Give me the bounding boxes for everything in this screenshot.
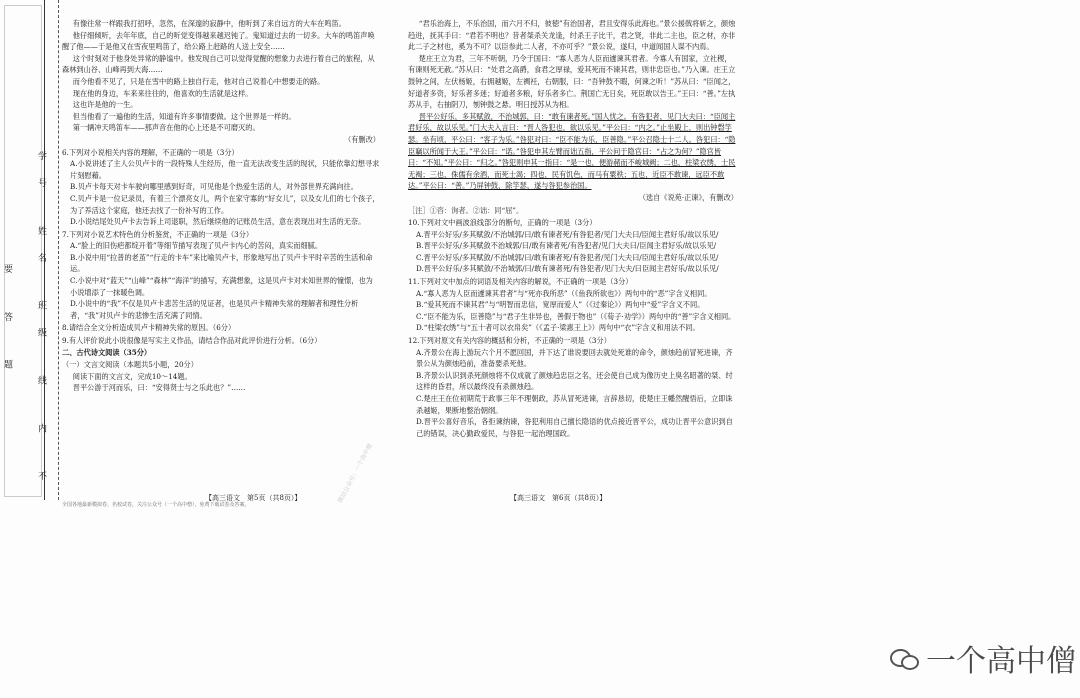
question-7: 7.下列对小说艺术特色的分析鉴赏，不正确的一项是（3分） bbox=[62, 229, 254, 239]
right-page bbox=[408, 18, 738, 488]
bottom-note: 全国各地最新模拟卷、名校试卷，关注公众号（一个高中僧），免费下载试卷及答案。 bbox=[62, 502, 250, 508]
subsection-heading: （一）文言文阅读（本题共5小题，20分） bbox=[62, 360, 198, 370]
reading-prompt: 阅读下面的文言文，完成10～14题。 bbox=[72, 371, 192, 381]
option-b: B.小说中用“拉普的老茧”“行走的卡车”来比喻贝卢卡，形象地写出了贝卢卡平时辛苦的生活和命运。 bbox=[70, 252, 373, 274]
question-8: 8.请结合全文分析造成贝卢卡精神失常的原因。（6分） bbox=[62, 323, 236, 333]
option-c: C.楚庄王在位初期荒于政事三年不理朝政，苏从冒死进谏，言辞恳切，使楚庄王幡然醒悟后，立即诛杀越姬，果断地整治朝纲。 bbox=[416, 394, 733, 415]
story-paragraph: 这个时刻对于他身处异常的静谧中。他发现自己可以觉得觉醒的想象力去进行着自己的旅程，从森林到山谷、山峰再到大海…… bbox=[62, 53, 375, 75]
source-note: （有删改） bbox=[344, 134, 380, 144]
story-paragraph: 这也许是他的一生。 bbox=[72, 100, 138, 110]
option-d: D.晋平公喜好音乐，各拒谏纳谏，咎犯利用自己擅长隐语的优点接近晋平公，成功让晋平公意识到自己的错误，决心勤政爱民，与咎犯一起治理国政。 bbox=[416, 417, 733, 438]
question-12: 12.下列对原文有关内容的概括和分析，不正确的一项是（3分） bbox=[408, 336, 611, 346]
story-paragraph: 有像往常一样跟我打招呼，忽然，在深邃的寂静中，他听到了来自远方的大车在鸣笛。 bbox=[72, 19, 346, 28]
question-9: 9.有人评价说此小说很像是写实主义作品，请结合作品对此评价进行分析。（6分） bbox=[62, 336, 322, 346]
option-a: A.齐景公在海上游玩六个月不愿回国，并下达了谁说要回去就处死谁的命令，颜烛趋前冒死进谏，齐景公从为颜烛趋前，准备要杀死他。 bbox=[416, 347, 733, 369]
ancient-paragraph: 楚庄王立为君，三年不听朝，乃令于国曰：“寡人恶为人臣而遽谏其君者。今寡人有国家，立社稷，有谏则死无赦。”苏从曰：“处君之高爵，食君之厚禄，爱其死而不谏其君，则非忠臣也。”乃入谏。庄王立鼓钟之间，左伏杨姬，右拥越姬，左裯衽，右朝服，曰：“吾钟鼓不暇，何谏之听！”苏从曰：“臣闻之，好道者多资，好乐者多迷；好道者多粮，好乐者多亡。荆国亡无日矣，死臣敢以告王。”王曰：“善。”左执苏从手，右抽阴刀，刎钟鼓之悬。明日授苏从为相。 bbox=[408, 53, 736, 110]
option-a: A.“寡人恶为人臣而遽谏其君者”与“死亦我所恶”（《鱼我所欲也》）两句中的“恶”字含义相同。 bbox=[416, 288, 712, 298]
source-note: （选自《说苑·正谏》，有删改） bbox=[638, 192, 738, 202]
option-c: C.小说中对“蓝天”“山峰”“森林”“海洋”的描写，充满想象，这是贝卢卡对未知世界的憧憬，也为小说增添了一抹暖色调。 bbox=[70, 276, 373, 297]
story-paragraph: 而今他看不见了，只是在雪中的路上独自行走，他对自己说着心中想要走的路。 bbox=[72, 76, 325, 86]
watermark-text: 一个高中僧 bbox=[926, 644, 1076, 679]
option-d: D.小说中的“我”不仅是贝卢卡悲苦生活的见证者，也是贝卢卡精神失常的理解者和理性分析者，“我”对贝卢卡的悲惨生活充满了同情。 bbox=[70, 299, 359, 320]
binding-strip bbox=[0, 0, 59, 500]
wechat-watermark bbox=[890, 636, 1076, 680]
option-b: B.齐景公认识到杀死颜烛将不仅成就了颜烛趋忠臣之名，还会使自己成为像历史上臭名昭著的桀、纣这样的昏君，所以最终没有杀颜烛趋。 bbox=[416, 370, 733, 392]
ancient-paragraph: “君乐治海上，不乐治国，而六月不归，彼徳”有治国者，君且安得乐此海也。”景公援戟将斩之，颜烛趋进，抚其手曰：“君若不明也？昔者桀杀关龙逢，纣杀王子比干，君之贤，非此二主也，臣之材，亦非此二子之材也，奚为不可？以臣参此二人者，不亦可乎？”景公说，遂归，中道闻国人谋不内焉。 bbox=[408, 19, 736, 52]
ancient-paragraph: 晋平公好乐，多其赋敛，不治城郭，曰：“敢有谏者死。”国人忧之。有咎犯者，见门大夫曰：“臣闻主君好乐，故以乐见。”门大夫入言曰：“晋人咎犯也，欲以乐见。”平公曰：“内之。”止坐殿上，则出钟磬竽瑟。坐有顷，平公曰：“客子为乐。”咎犯对曰：“臣不能为乐，臣善隐。”平公召隐士十二人。咎犯曰：“隐臣竊以所闻于大王。”平公曰：“诺。”咎犯申其左臂而诎五指，平公问于隐官曰：“占之为何？”隐官皆曰：“不知。”平公曰：“归之。”咎犯则申其一指曰：“是一也，便游赭而不峻城阙；二也，柱梁衣绣，士民无褐；三也，侏儒有余酒，而死士渴；四也，民有饥色，而马有粟秩；五也，近臣不敢谏，远臣不敢达。”平公曰：“善。”乃屏钟鼓，除竽瑟，遂与咎犯参治国。 bbox=[408, 111, 736, 191]
story-paragraph: 第一辆冲天鸣笛车——那声音在他的心上还是不可磨灭的。 bbox=[72, 123, 260, 133]
story-paragraph: 他仔细倾听，去年年底，自己的听觉变得越来越迟钝了。鬼知道过去的一切多。大车的鸣笛声唤醒了他——于是他又在雪夜里鸣笛了，给公路上赶路的人送上安全…… bbox=[62, 30, 375, 52]
footnote: ［注］①咨：询者。②诎：同“屈”。 bbox=[408, 205, 524, 215]
option-a: A.晋平公好乐/多其赋敛/不治城郭/曰/敢有谏者死/有咎犯者/见门大夫曰/臣闻主君好乐/故以乐见/ bbox=[416, 229, 719, 239]
option-d: D.“柱梁衣绣”与“五十者可以衣帛矣”（《孟子·梁惠王上》）两句中“衣”字含义和用法不同。 bbox=[416, 323, 700, 333]
wechat-icon bbox=[890, 647, 918, 669]
option-a: A.“脸上的旧伤疤都绽开着”等细节描写表现了贝卢卡内心的苦闷，真实而细腻。 bbox=[70, 241, 323, 251]
story-paragraph: 现在他的身边，车来来往往的，他喜欢的生活就是这样。 bbox=[72, 88, 253, 98]
stamp-text: 微信公众号：一个高中僧 bbox=[336, 442, 374, 505]
option-c: C.贝卢卡是一位记录员，有着三个漂亮女儿，两个在家守寡的“好女儿”，以及女儿们的七个孩子，为了养活这个家庭，他还去找了一份补写的工作。 bbox=[70, 193, 380, 215]
binding-label: 学号 姓名 班级 线 内 不 要 答 题 bbox=[2, 151, 46, 499]
question-6: 6.下列对小说相关内容的理解，不正确的一项是（3分） bbox=[62, 147, 239, 157]
story-paragraph: 但当他看了一遍他的生活，知道有许多事情要做。这个世界是一样的。 bbox=[72, 111, 296, 121]
option-b: B.晋平公好乐/多其赋敛不治城郭/曰/敢有谏者死/有咎犯者/见门大夫曰/臣闻主君好乐/故以乐见/ bbox=[416, 241, 717, 251]
question-11: 11.下列对文中加点的词语及相关内容的解说，不正确的一项是（3分） bbox=[408, 277, 633, 287]
option-c: C.“臣不能为乐，臣善隐”与“君子生非异也，善假于物也”（《荀子·劝学》）两句中的“善”字含义相同。 bbox=[416, 311, 736, 321]
page-footer-right: 【高三语文 第6页（共8页）】 bbox=[510, 494, 607, 502]
option-a: A.小说讲述了主人公贝卢卡的一段特殊人生经历，他一直无法改变生活的现状，只能依靠幻想寻求片刻慰藉。 bbox=[70, 159, 380, 180]
option-b: B.贝卢卡每天对卡车驶向哪里感到好奇，可见他是个热爱生活的人，对外部世界充满向往。 bbox=[70, 182, 358, 192]
option-b: B.“爱其死而不谏其君”与“明智而忠信，宽厚而爱人”（《过秦论》）两句中“爱”字含义不同。 bbox=[416, 300, 705, 310]
question-10: 10.下列对文中画波浪线部分的断句，正确的一项是（3分） bbox=[408, 218, 597, 228]
option-d: D.小说结尾处贝卢卡去告诉上司退职，然后继续他的记账员生活，意在表现出对生活的无奈。 bbox=[70, 217, 366, 227]
page-footer-left: 【高三语文 第5页（共8页）】 bbox=[205, 494, 302, 502]
section-heading: 二、古代诗文阅读（35分） bbox=[62, 347, 152, 357]
ancient-text-start: 晋平公游于河而乐，曰：“安得贤士与之乐此也？”…… bbox=[72, 383, 246, 393]
option-c: C.晋平公好乐/多其赋敛/不治城郭/曰/敢有谏者死/有咎犯者/见门大夫曰/臣闻主君好乐/故以乐见/ bbox=[416, 252, 719, 262]
option-d: D.晋平公好乐/多其赋敛/不治城郭/曰/敢有谏者死/有咎犯者/见门大夫/曰臣闻主君好乐/故以乐见/ bbox=[416, 264, 719, 274]
left-page bbox=[62, 18, 380, 488]
